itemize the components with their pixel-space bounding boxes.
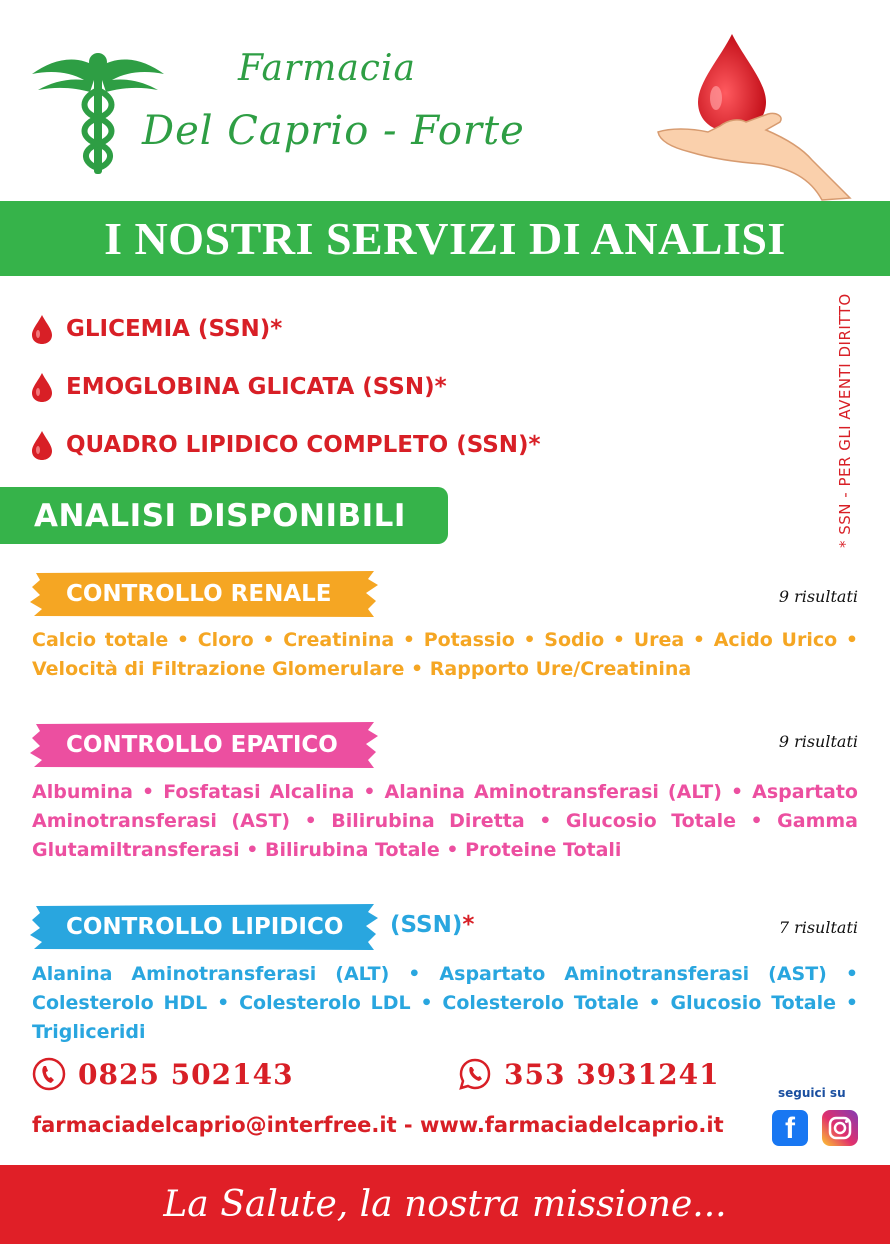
hand-icon [650, 28, 860, 203]
phone-contact[interactable] [32, 1057, 294, 1091]
ssn-service-label: EMOGLOBINA GLICATA (SSN)* [66, 374, 447, 400]
phone-number: 0825 502143 [78, 1057, 294, 1091]
tests-list: Calcio totale • Cloro • Creatinina • Potassio • Sodio • Urea • Acido Urico • Velocità di Filtrazione Glomerulare • Rapporto Ure/Creatinina [32, 629, 858, 680]
ssn-tag: (SSN)* [390, 912, 475, 938]
brand-line-1: Farmacia [238, 48, 416, 89]
follow-us-label: seguici su [778, 1086, 846, 1100]
section-label-badge [30, 902, 380, 952]
blood-drop-icon [30, 313, 54, 345]
list-item [30, 358, 541, 416]
whatsapp-number: 353 3931241 [504, 1057, 720, 1091]
instagram-icon[interactable] [822, 1110, 858, 1146]
section-title: CONTROLLO RENALE [66, 581, 332, 607]
blood-drop-icon [30, 429, 54, 461]
results-count: 9 risultati [778, 587, 858, 606]
footer-banner [0, 1165, 890, 1244]
phone-icon [32, 1057, 66, 1091]
section-title: CONTROLLO EPATICO [66, 732, 338, 758]
page-title: I NOSTRI SERVIZI DI ANALISI [104, 213, 786, 264]
blood-drop-icon [698, 34, 766, 132]
ssn-services-list [30, 300, 541, 474]
available-heading: ANALISI DISPONIBILI [34, 497, 406, 534]
section-title: CONTROLLO LIPIDICO [66, 914, 344, 940]
tests-list: Alanina Aminotransferasi (ALT) • Aspartato Aminotransferasi (AST) • Colesterolo HDL • Colesterolo LDL • Colesterolo Totale • Glucosio Totale • Trigliceridi [32, 963, 858, 1043]
facebook-icon[interactable]: f [772, 1110, 808, 1146]
section-label-badge [30, 720, 380, 770]
results-count: 7 risultati [778, 918, 858, 937]
ssn-service-label: QUADRO LIPIDICO COMPLETO (SSN)* [66, 432, 541, 458]
whatsapp-icon [458, 1057, 492, 1091]
ssn-service-label: GLICEMIA (SSN)* [66, 316, 283, 342]
brand-line-2: Del Caprio - Forte [142, 108, 525, 154]
results-count: 9 risultati [778, 732, 858, 751]
footer-slogan: La Salute, la nostra missione... [163, 1184, 727, 1225]
tests-list: Albumina • Fosfatasi Alcalina • Alanina Aminotransferasi (ALT) • Aspartato Aminotransferasi (AST) • Bilirubina Diretta • Glucosio Totale • Gamma Glutamiltransferasi • Bilirubina Totale • Proteine Totali [32, 781, 858, 861]
available-analyses-banner [0, 487, 448, 544]
blood-drop-icon [30, 371, 54, 403]
section-label-badge [30, 569, 380, 619]
list-item [30, 416, 541, 474]
title-banner [0, 201, 890, 276]
whatsapp-contact[interactable] [458, 1057, 720, 1091]
email-website-link[interactable]: farmaciadelcaprio@interfree.it - www.farmaciadelcaprio.it [32, 1113, 724, 1137]
list-item [30, 300, 541, 358]
ssn-footnote: * SSN - PER GLI AVENTI DIRITTO [836, 293, 854, 548]
